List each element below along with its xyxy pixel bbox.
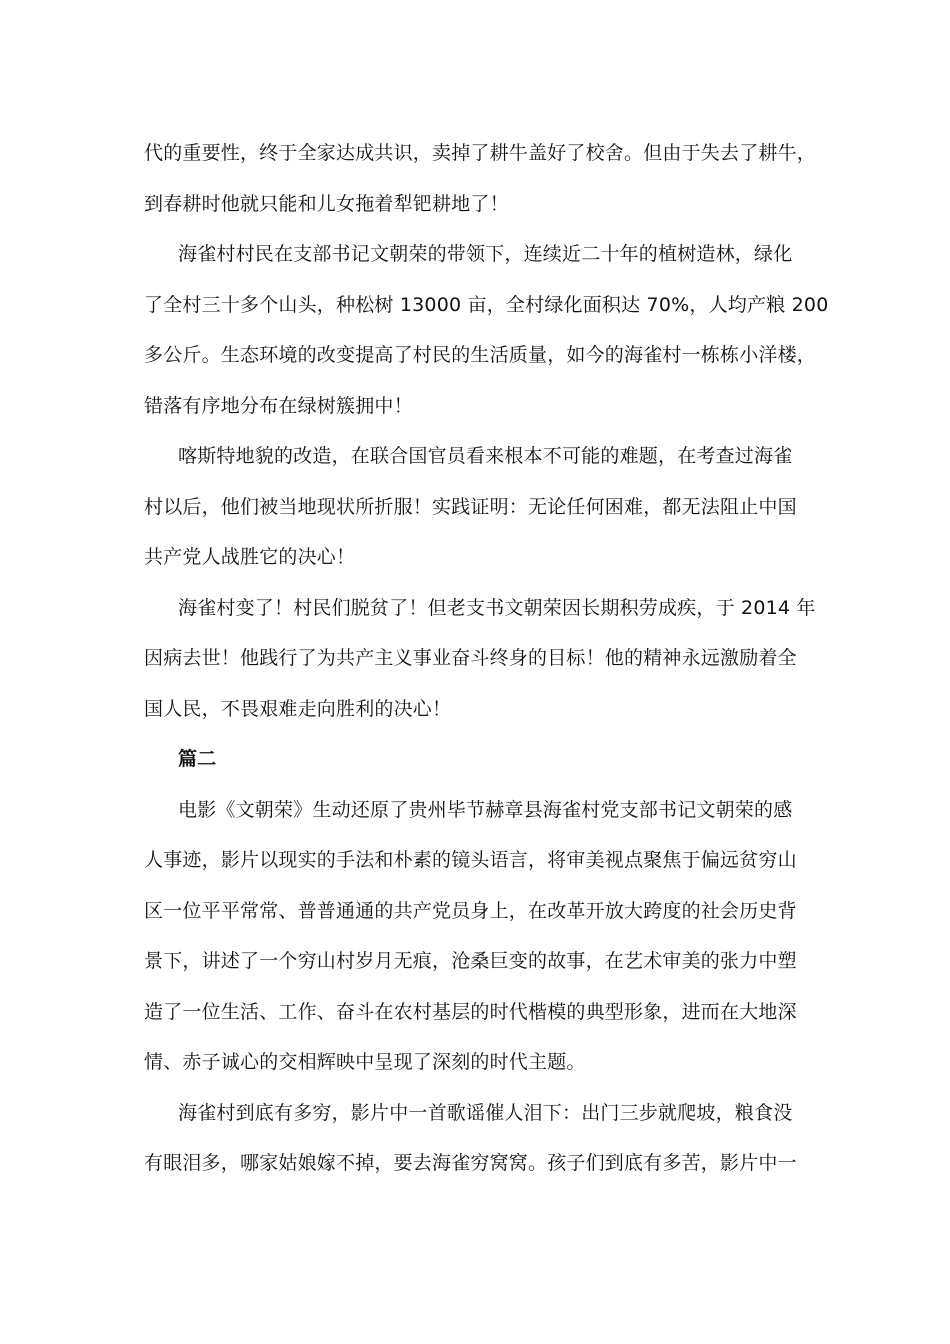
text-line: 错落有序地分布在绿树簇拥中！ [144, 394, 413, 417]
text-line: 区一位平平常常、普普通通的共产党员身上，在改革开放大跨度的社会历史背 [144, 899, 797, 922]
paragraph [144, 229, 829, 431]
text-line: 电影《文朝荣》生动还原了贵州毕节赫章县海雀村党支部书记文朝荣的感 [178, 798, 793, 821]
text-line: 海雀村村民在支部书记文朝荣的带领下，连续近二十年的植树造林，绿化 [178, 243, 793, 265]
text-line: 造了一位生活、工作、奋斗在农村基层的时代楷模的典型形象，进而在大地深 [144, 1000, 797, 1023]
paragraph [144, 785, 809, 1088]
text-line: 景下，讲述了一个穷山村岁月无痕，沧桑巨变的故事，在艺术审美的张力中塑 [144, 950, 797, 972]
text-line: 共产党人战胜它的决心！ [144, 546, 356, 568]
text-line: 喀斯特地貌的改造，在联合国官员看来根本不可能的难题，在考查过海雀 [178, 445, 793, 467]
text-line: 国人民，不畏艰难走向胜利的决心！ [144, 697, 452, 720]
text-line: 情、赤子诚心的交相辉映中呈现了深刻的时代主题。 [144, 1051, 586, 1073]
paragraph [144, 431, 809, 583]
text-line: 有眼泪多，哪家姑娘嫁不掉，要去海雀穷窝窝。孩子们到底有多苦，影片中一 [144, 1152, 797, 1174]
section-heading [144, 734, 809, 785]
text-line: 多公斤。生态环境的改变提高了村民的生活质量，如今的海雀村一栋栋小洋楼， [144, 344, 817, 366]
text-line: 海雀村到底有多穷，影片中一首歌谣催人泪下：出门三步就爬坡，粮食没 [178, 1101, 793, 1124]
text-line: 村以后，他们被当地现状所折服！实践证明：无论任何困难，都无法阻止中国 [144, 495, 797, 518]
paragraph [144, 583, 816, 735]
text-line: 到春耕时他就只能和儿女拖着犁钯耕地了！ [144, 192, 509, 215]
section-heading-text: 篇二 [178, 748, 217, 770]
text-line: 代的重要性，终于全家达成共识，卖掉了耕牛盖好了校舍。但由于失去了耕牛， [144, 142, 817, 164]
text-line: 海雀村变了！村民们脱贫了！但老支书文朝荣因长期积劳成疾，于 2014 年 [178, 596, 816, 619]
text-line: 人事迹，影片以现实的手法和朴素的镜头语言，将审美视点聚焦于偏远贫穷山 [144, 849, 797, 871]
text-line: 了全村三十多个山头，种松树 13000 亩，全村绿化面积达 70%，人均产粮 200 [144, 293, 829, 316]
document-body [144, 128, 829, 1189]
paragraph [144, 1088, 809, 1189]
paragraph [144, 128, 817, 229]
text-line: 因病去世！他践行了为共产主义事业奋斗终身的目标！他的精神永远激励着全 [144, 647, 797, 669]
